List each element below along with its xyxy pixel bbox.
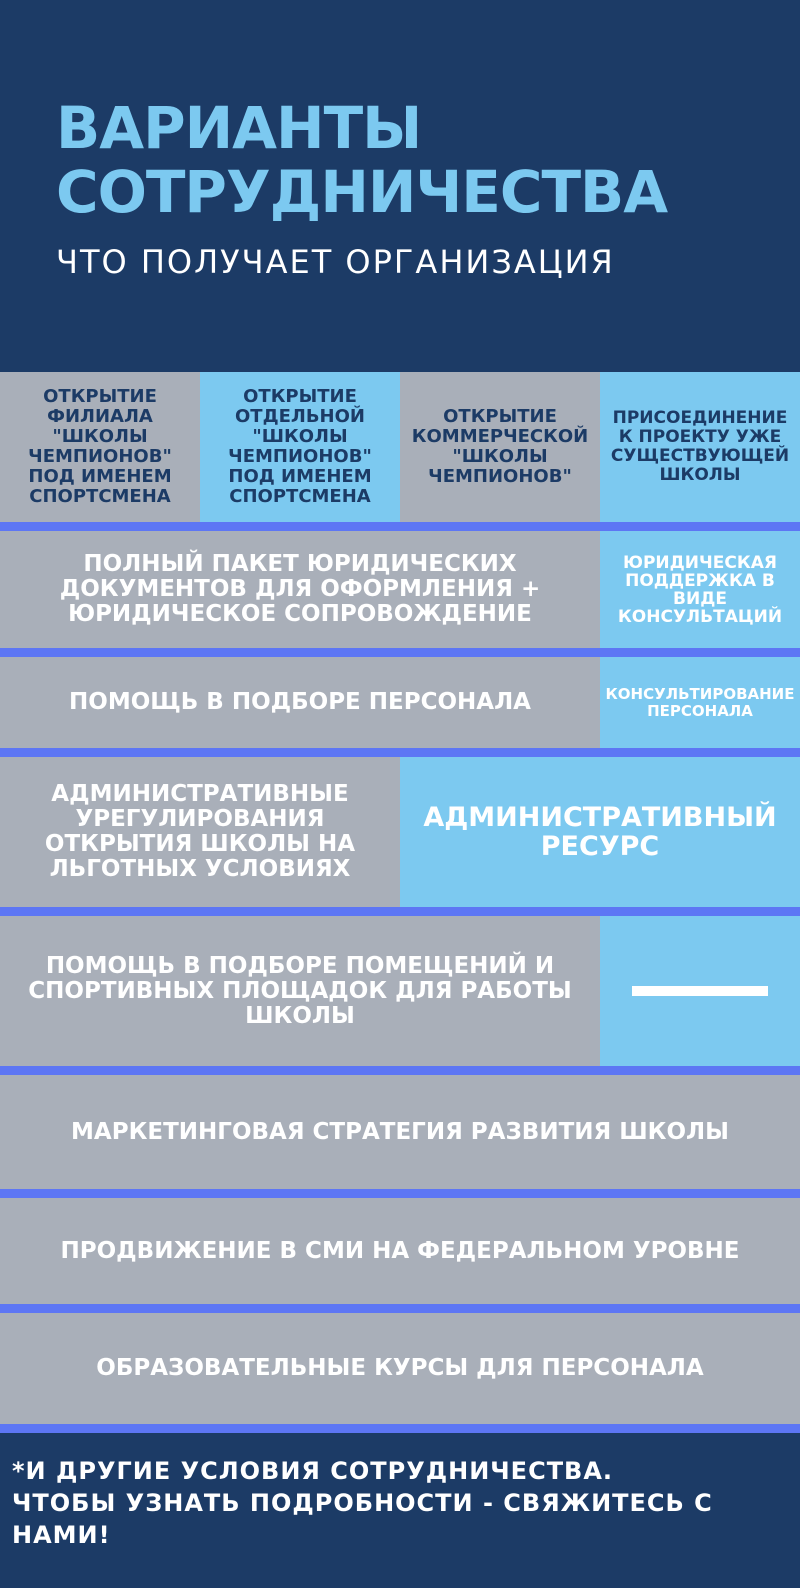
footer-note (12, 1455, 800, 1551)
benefit-row-premises (0, 916, 800, 1066)
divider (0, 1424, 800, 1433)
benefit-premises: ПОМОЩЬ В ПОДБОРЕ ПОМЕЩЕНИЙ И СПОРТИВНЫХ ПЛОЩАДОК ДЛЯ РАБОТЫ ШКОЛЫ (0, 916, 600, 1066)
benefit-row-courses (0, 1313, 800, 1424)
benefit-row-marketing (0, 1075, 800, 1189)
divider (0, 1189, 800, 1198)
divider (0, 522, 800, 531)
benefit-row-media (0, 1198, 800, 1304)
not-included-dash (632, 986, 768, 996)
benefit-legal-consult: ЮРИДИЧЕСКАЯ ПОДДЕРЖКА В ВИДЕ КОНСУЛЬТАЦИЙ (600, 531, 800, 648)
header (0, 0, 800, 372)
benefit-staff-selection: ПОМОЩЬ В ПОДБОРЕ ПЕРСОНАЛА (0, 657, 600, 748)
option-join-existing: ПРИСОЕДИНЕНИЕ К ПРОЕКТУ УЖЕ СУЩЕСТВУЮЩЕЙ ШКОЛЫ (600, 372, 800, 522)
footer-line-2: ЧТОБЫ УЗНАТЬ ПОДРОБНОСТИ - СВЯЖИТЕСЬ С НАМИ! (12, 1489, 713, 1549)
benefit-media: ПРОДВИЖЕНИЕ В СМИ НА ФЕДЕРАЛЬНОМ УРОВНЕ (0, 1198, 800, 1304)
benefit-marketing: МАРКЕТИНГОВАЯ СТРАТЕГИЯ РАЗВИТИЯ ШКОЛЫ (0, 1075, 800, 1189)
benefit-legal-full: ПОЛНЫЙ ПАКЕТ ЮРИДИЧЕСКИХ ДОКУМЕНТОВ ДЛЯ ОФОРМЛЕНИЯ + ЮРИДИЧЕСКОЕ СОПРОВОЖДЕНИЕ (0, 531, 600, 648)
page-title: ВАРИАНТЫ СОТРУДНИЧЕСТВА (56, 94, 668, 226)
footer-line-1: *И ДРУГИЕ УСЛОВИЯ СОТРУДНИЧЕСТВА. (12, 1457, 614, 1485)
benefit-row-legal (0, 531, 800, 648)
benefit-staff-consulting: КОНСУЛЬТИРОВАНИЕ ПЕРСОНАЛА (600, 657, 800, 748)
benefit-courses: ОБРАЗОВАТЕЛЬНЫЕ КУРСЫ ДЛЯ ПЕРСОНАЛА (0, 1313, 800, 1424)
divider (0, 1304, 800, 1313)
benefit-premises-none (600, 916, 800, 1066)
page-subtitle: ЧТО ПОЛУЧАЕТ ОРГАНИЗАЦИЯ (56, 243, 615, 281)
option-commercial-school: ОТКРЫТИЕ КОММЕРЧЕСКОЙ "ШКОЛЫ ЧЕМПИОНОВ" (400, 372, 600, 522)
options-row (0, 372, 800, 522)
benefit-admin-regulation: АДМИНИСТРАТИВНЫЕ УРЕГУЛИРОВАНИЯ ОТКРЫТИЯ ШКОЛЫ НА ЛЬГОТНЫХ УСЛОВИЯХ (0, 757, 400, 907)
option-separate-school: ОТКРЫТИЕ ОТДЕЛЬНОЙ "ШКОЛЫ ЧЕМПИОНОВ" ПОД ИМЕНЕМ СПОРТСМЕНА (200, 372, 400, 522)
benefit-admin-resource: АДМИНИСТРАТИВНЫЙ РЕСУРС (400, 757, 800, 907)
benefit-row-admin (0, 757, 800, 907)
divider (0, 1066, 800, 1075)
divider (0, 907, 800, 916)
divider (0, 748, 800, 757)
option-branch: ОТКРЫТИЕ ФИЛИАЛА "ШКОЛЫ ЧЕМПИОНОВ" ПОД ИМЕНЕМ СПОРТСМЕНА (0, 372, 200, 522)
divider (0, 648, 800, 657)
benefit-row-staff (0, 657, 800, 748)
